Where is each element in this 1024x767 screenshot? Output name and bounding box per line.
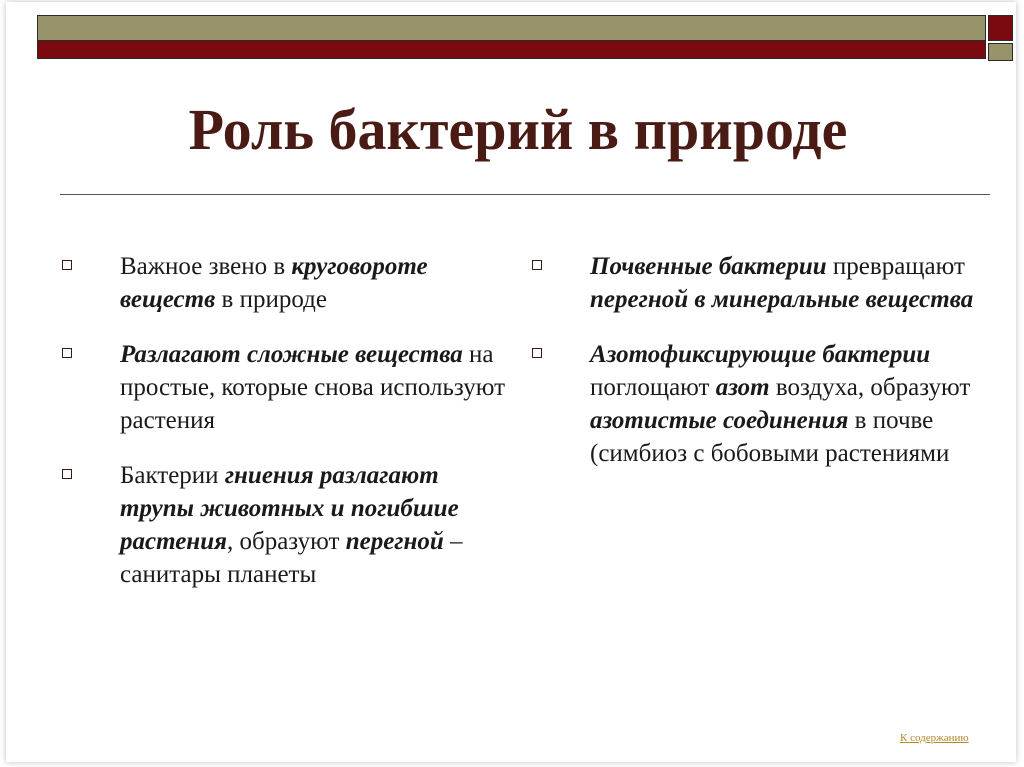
emphasis-text: Почвенные бактерии [590,253,827,280]
bullet-text: в природе [215,286,327,313]
bullet-text: превращают [826,253,965,280]
slide-title: Роль бактерий в природе [188,97,848,162]
bullet-item [62,459,512,591]
slide [6,2,1016,762]
emphasis-text: азотистые соединения [590,407,849,434]
bullet-item [62,338,512,437]
emphasis-text: круговороте веществ [120,253,428,313]
left-bullet-list [62,250,512,613]
bullet-text: – санитары планеты [120,528,463,588]
bullet-text: Важное звено в [120,253,292,280]
bullet-item [532,338,982,470]
header-band-olive [37,15,986,41]
bullet-text: воздуха, образуют [769,374,971,401]
header-band-maroon [37,41,986,59]
bullet-item [62,250,512,316]
bullet-text: Бактерии [120,462,225,489]
contents-link[interactable]: К содержанию [900,732,969,744]
corner-square-olive [988,43,1013,61]
bullet-text: на простые, которые снова используют растения [120,341,506,434]
bullet-text: поглощают [590,374,716,401]
square-bullet-icon [62,469,72,479]
bullet-item [532,250,982,316]
bullet-text: , образуют [226,528,346,555]
square-bullet-icon [62,260,72,270]
square-bullet-icon [532,260,542,270]
square-bullet-icon [62,348,72,358]
square-bullet-icon [532,348,542,358]
emphasis-text: перегной в минеральные вещества [590,286,974,313]
title-divider [60,194,990,195]
emphasis-text: перегной [345,528,444,555]
corner-square-maroon [988,15,1013,41]
right-bullet-list [532,250,982,492]
emphasis-text: Азотофиксирующие бактерии [590,341,931,368]
emphasis-text: азот [715,374,770,401]
emphasis-text: гниения разлагают трупы животных и погибшие растения [120,462,459,555]
bullet-text: в почве (симбиоз с бобовыми растениями [590,407,950,467]
emphasis-text: Разлагают сложные вещества [120,341,463,368]
